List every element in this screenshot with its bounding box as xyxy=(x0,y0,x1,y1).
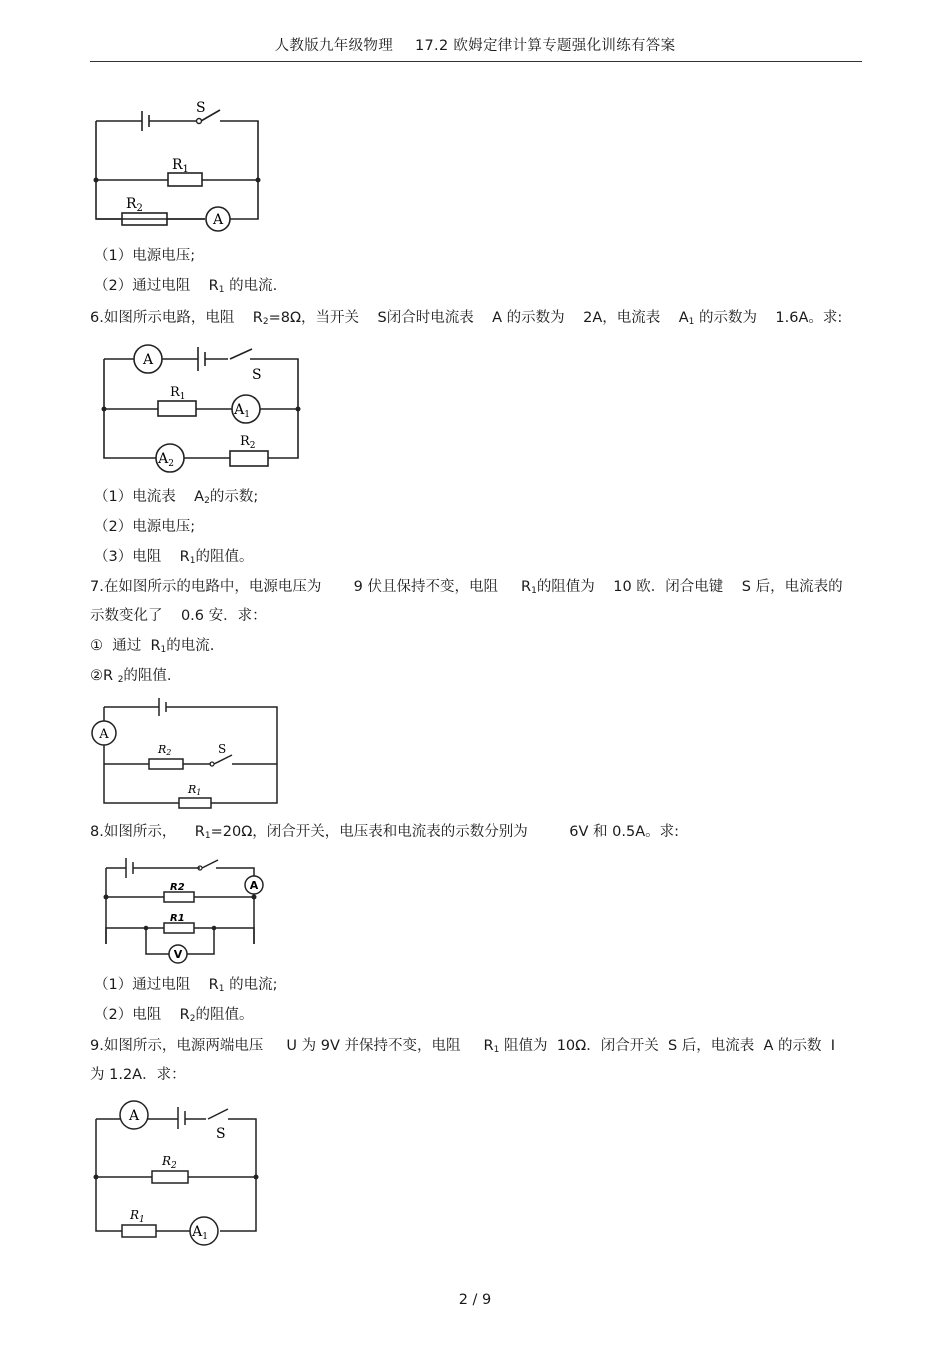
r1-label: $R_1$ xyxy=(172,157,189,175)
header-section-title: 17.2 欧姆定律计算专题强化训练有答案 xyxy=(415,38,676,54)
circuit-figure-8 xyxy=(96,848,274,966)
q7-stem-line-1: 7.在如图所示的电路中，电源电压为 9 伏且保持不变，电阻 $R_1$的阻值为 10 欧．闭合电键 S 后，电流表的 xyxy=(90,579,843,596)
circuit-figure-6 xyxy=(90,332,312,482)
page-header xyxy=(0,34,950,55)
circuit-figure-7 xyxy=(90,697,280,810)
q6-stem: 6.如图所示电路，电阻 $R_2=8\Omega$，当开关 S闭合时电流表 A 的示数为 2A，电流表 $A_1$ 的示数为 1.6A。求: xyxy=(90,310,843,327)
q7-stem-line-2: 示数变化了 0.6 安．求： xyxy=(90,608,267,624)
ammeter-label: A xyxy=(99,727,109,742)
ammeter-label: A xyxy=(249,879,259,892)
q8-part-1: （1）通过电阻 $R_1$ 的电流; xyxy=(94,977,278,994)
switch-label: S xyxy=(196,100,206,116)
q5-part-1: （1）电源电压; xyxy=(94,248,196,264)
switch-label: S xyxy=(218,742,227,756)
q8-stem: 8.如图所示， $R_1=20\Omega$，闭合开关，电压表和电流表的示数分别为 6V 和 0.5A。求: xyxy=(90,824,680,841)
q6-part-2: （2）电源电压; xyxy=(94,519,196,535)
r2-label: R2 xyxy=(170,882,185,893)
voltmeter-label: V xyxy=(173,948,183,961)
header-rule xyxy=(90,61,862,62)
circuit-figure-5 xyxy=(90,99,264,237)
q8-part-2: （2）电阻 $R_2$的阻值。 xyxy=(94,1007,254,1024)
r1-label: $R_1$ xyxy=(130,1208,145,1225)
page-number: 2 / 9 xyxy=(458,1292,492,1308)
r1-label: R1 xyxy=(170,913,185,924)
r1-label: $R_1$ xyxy=(170,385,186,402)
switch-label: S xyxy=(252,367,262,383)
ammeter-a1-label: $A_1$ xyxy=(234,402,250,420)
ammeter-main-label: A xyxy=(128,1108,140,1124)
q9-stem-line-2: 为 1.2A．求： xyxy=(90,1067,186,1083)
q7-part-2: ②R $_2$的阻值. xyxy=(90,668,172,685)
q6-part-3: （3）电阻 $R_1$的阻值。 xyxy=(94,549,254,566)
r2-label: R2 xyxy=(158,743,172,757)
circuit-figure-9 xyxy=(90,1097,260,1255)
q5-part-2: （2）通过电阻 $R_1$ 的电流. xyxy=(94,278,278,295)
switch-label: S xyxy=(216,1126,226,1142)
r2-label: $R_2$ xyxy=(240,434,256,451)
ammeter-main-label: A xyxy=(142,352,154,368)
ammeter-label: A xyxy=(212,212,224,228)
ammeter-a2-label: $A_2$ xyxy=(158,451,174,469)
r2-label: $R_2$ xyxy=(162,1154,177,1171)
header-book-title: 人教版九年级物理 xyxy=(274,38,393,54)
q7-part-1: ① 通过 $R_1$的电流. xyxy=(90,638,215,655)
q9-stem-line-1: 9.如图所示，电源两端电压 U 为 9V 并保持不变，电阻 $R_1$ 阻值为 10Ω．闭合开关 S 后，电流表 A 的示数 I xyxy=(90,1038,836,1055)
q6-part-1: （1）电流表 $A_2$的示数; xyxy=(94,489,259,506)
ammeter-a1-label: $A_1$ xyxy=(192,1224,208,1242)
r1-label: R1 xyxy=(188,783,202,797)
r2-label: $R_2$ xyxy=(126,196,143,214)
